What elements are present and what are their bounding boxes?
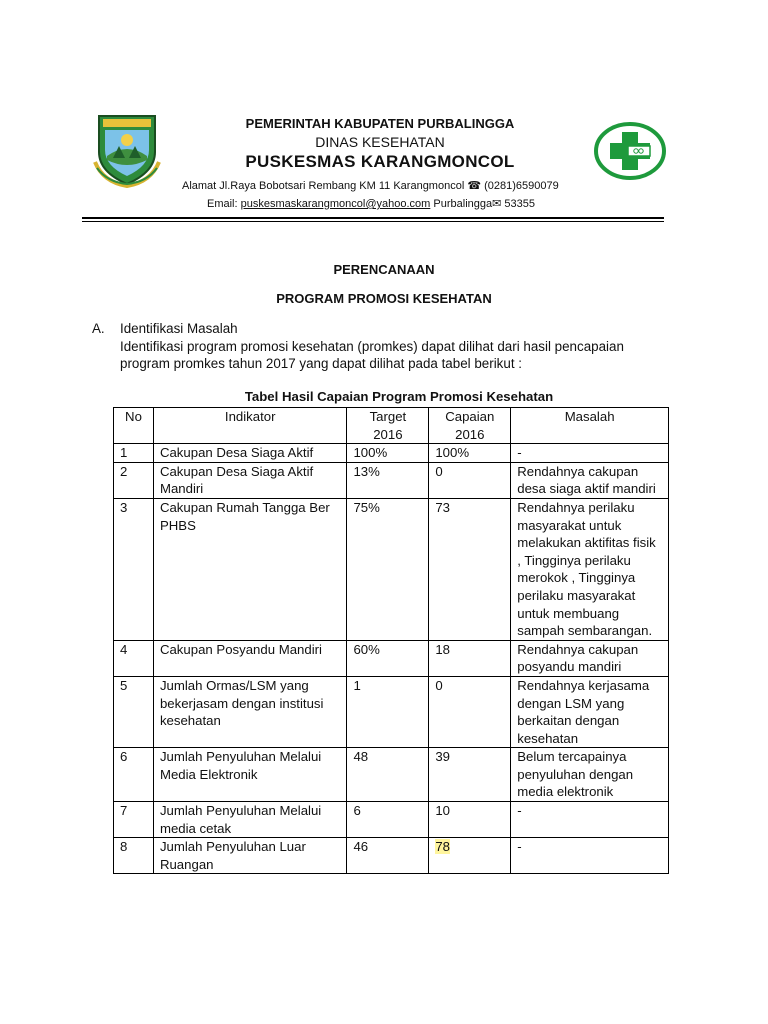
header-government-name: PEMERINTAH KABUPATEN PURBALINGGA — [245, 116, 515, 131]
puskesmas-green-cross-icon — [594, 122, 666, 180]
table-row — [114, 676, 669, 747]
target-value: 6 — [353, 803, 361, 819]
cell-indikator — [153, 748, 347, 802]
target-value: 13% — [353, 463, 380, 479]
cell-capaian — [429, 462, 511, 498]
cell-capaian — [429, 838, 511, 874]
email-label: Email: — [207, 198, 238, 210]
phone-number: (0281)6590079 — [484, 180, 559, 192]
cell-no — [114, 640, 154, 676]
header-capaian: Capaian 2016 — [429, 408, 511, 444]
cell-indikator — [153, 640, 347, 676]
cell-masalah — [511, 462, 669, 498]
cell-masalah — [511, 748, 669, 802]
header-indikator: Indikator — [153, 408, 347, 444]
indikator-value: Cakupan Rumah Tangga Ber PHBS — [159, 499, 330, 533]
cell-capaian — [429, 640, 511, 676]
cell-target — [347, 640, 429, 676]
capaian-value: 39 — [435, 749, 450, 765]
cell-masalah — [511, 676, 669, 747]
capaian-value: 0 — [435, 677, 443, 693]
cell-indikator — [153, 498, 347, 640]
cell-masalah — [511, 498, 669, 640]
header-no: No — [114, 408, 154, 444]
cell-indikator — [153, 462, 347, 498]
cell-no — [114, 748, 154, 802]
cell-masalah — [511, 838, 669, 874]
capaian-value: 78 — [435, 839, 450, 855]
indikator-value: Cakupan Desa Siaga Aktif — [159, 445, 314, 461]
no-value: 7 — [120, 803, 128, 819]
table-row — [114, 838, 669, 874]
section-heading: Identifikasi Masalah — [120, 321, 238, 336]
header-email-line — [207, 197, 535, 210]
no-value: 3 — [120, 499, 128, 515]
target-value: 75% — [353, 499, 380, 515]
cell-indikator — [153, 838, 347, 874]
indikator-value: Jumlah Ormas/LSM yang bekerjasam dengan institusi kesehatan — [159, 677, 324, 729]
table-row — [114, 640, 669, 676]
header-puskesmas-name: PUSKESMAS KARANGMONCOL — [245, 152, 515, 171]
header-masalah: Masalah — [511, 408, 669, 444]
table-row — [114, 444, 669, 463]
table-caption: Tabel Hasil Capaian Program Promosi Kesehatan — [244, 389, 554, 404]
cell-capaian — [429, 498, 511, 640]
masalah-value: Rendahnya perilaku masyarakat untuk melakukan aktifitas fisik , Tingginya perilaku merokok , Tingginya perilaku masyarakat untuk membuang sampah sembarangan. — [517, 499, 656, 639]
postal-code: 53355 — [504, 198, 535, 210]
cell-indikator — [153, 676, 347, 747]
cell-capaian — [429, 676, 511, 747]
cell-no — [114, 676, 154, 747]
masalah-value: Rendahnya cakupan desa siaga aktif mandiri — [517, 463, 656, 497]
cell-target — [347, 462, 429, 498]
header-address-line — [182, 179, 559, 192]
target-value: 60% — [353, 641, 380, 657]
cell-no — [114, 498, 154, 640]
capaian-value: 0 — [435, 463, 443, 479]
cell-no — [114, 838, 154, 874]
cell-masalah — [511, 802, 669, 838]
target-value: 48 — [353, 749, 369, 765]
address-text: Alamat Jl.Raya Bobotsari Rembang KM 11 Karangmoncol — [182, 180, 465, 192]
cell-indikator — [153, 444, 347, 463]
cell-capaian — [429, 748, 511, 802]
section-letter: A. — [92, 321, 105, 336]
header-divider-thin — [82, 221, 664, 222]
masalah-value: Belum tercapainya penyuluhan dengan media elektronik — [517, 749, 634, 800]
target-value: 1 — [353, 677, 361, 693]
masalah-value: - — [517, 445, 522, 461]
purbalingga-regency-crest-icon — [93, 112, 161, 188]
masalah-value: Rendahnya kerjasama dengan LSM yang berkaitan dengan kesehatan — [517, 677, 650, 746]
table-body — [114, 444, 669, 874]
indikator-value: Jumlah Penyuluhan Luar Ruangan — [159, 839, 306, 872]
cell-indikator — [153, 802, 347, 838]
email-link[interactable]: puskesmaskarangmoncol@yahoo.com — [240, 198, 431, 210]
cell-no — [114, 802, 154, 838]
masalah-value: - — [517, 839, 522, 855]
cell-masalah — [511, 444, 669, 463]
header-target: Target 2016 — [347, 408, 429, 444]
capaian-value: 100% — [435, 445, 470, 461]
no-value: 2 — [120, 463, 128, 479]
cell-capaian — [429, 444, 511, 463]
cell-target — [347, 676, 429, 747]
header-department-name: DINAS KESEHATAN — [315, 134, 445, 150]
table-row — [114, 748, 669, 802]
indikator-value: Jumlah Penyuluhan Melalui media cetak — [159, 803, 322, 836]
masalah-value: - — [517, 803, 522, 819]
capaian-value: 10 — [435, 803, 450, 819]
phone-icon: ☎ — [467, 180, 482, 192]
indikator-value: Jumlah Penyuluhan Melalui Media Elektronik — [159, 749, 322, 782]
indikator-value: Cakupan Desa Siaga Aktif Mandiri — [159, 463, 314, 497]
indikator-value: Cakupan Posyandu Mandiri — [159, 641, 322, 657]
cell-capaian — [429, 802, 511, 838]
table-row — [114, 802, 669, 838]
no-value: 4 — [120, 641, 128, 657]
cell-target — [347, 802, 429, 838]
paragraph-line-2: program promkes tahun 2017 yang dapat dilihat pada tabel berikut : — [120, 356, 522, 371]
cell-target — [347, 838, 429, 874]
no-value: 8 — [120, 839, 128, 855]
city-text: Purbalingga — [433, 198, 493, 210]
target-value: 46 — [353, 839, 369, 855]
masalah-value: Rendahnya cakupan posyandu mandiri — [517, 641, 639, 675]
cell-target — [347, 748, 429, 802]
table-header-row — [114, 408, 669, 444]
cell-target — [347, 444, 429, 463]
capaian-value: 73 — [435, 499, 450, 515]
document-subtitle: PROGRAM PROMOSI KESEHATAN — [276, 291, 492, 306]
no-value: 5 — [120, 677, 128, 693]
results-table — [113, 407, 669, 874]
no-value: 6 — [120, 749, 128, 765]
target-value: 100% — [353, 445, 388, 461]
table-row — [114, 462, 669, 498]
cell-target — [347, 498, 429, 640]
header-divider-thick — [82, 217, 664, 219]
cell-masalah — [511, 640, 669, 676]
paragraph-line-1: Identifikasi program promosi kesehatan (promkes) dapat dilihat dari hasil pencapaian — [120, 339, 624, 354]
document-title: PERENCANAAN — [333, 262, 435, 277]
envelope-icon: ✉ — [492, 198, 502, 210]
cell-no — [114, 444, 154, 463]
cell-no — [114, 462, 154, 498]
capaian-value: 18 — [435, 641, 450, 657]
table-row — [114, 498, 669, 640]
no-value: 1 — [120, 445, 128, 461]
